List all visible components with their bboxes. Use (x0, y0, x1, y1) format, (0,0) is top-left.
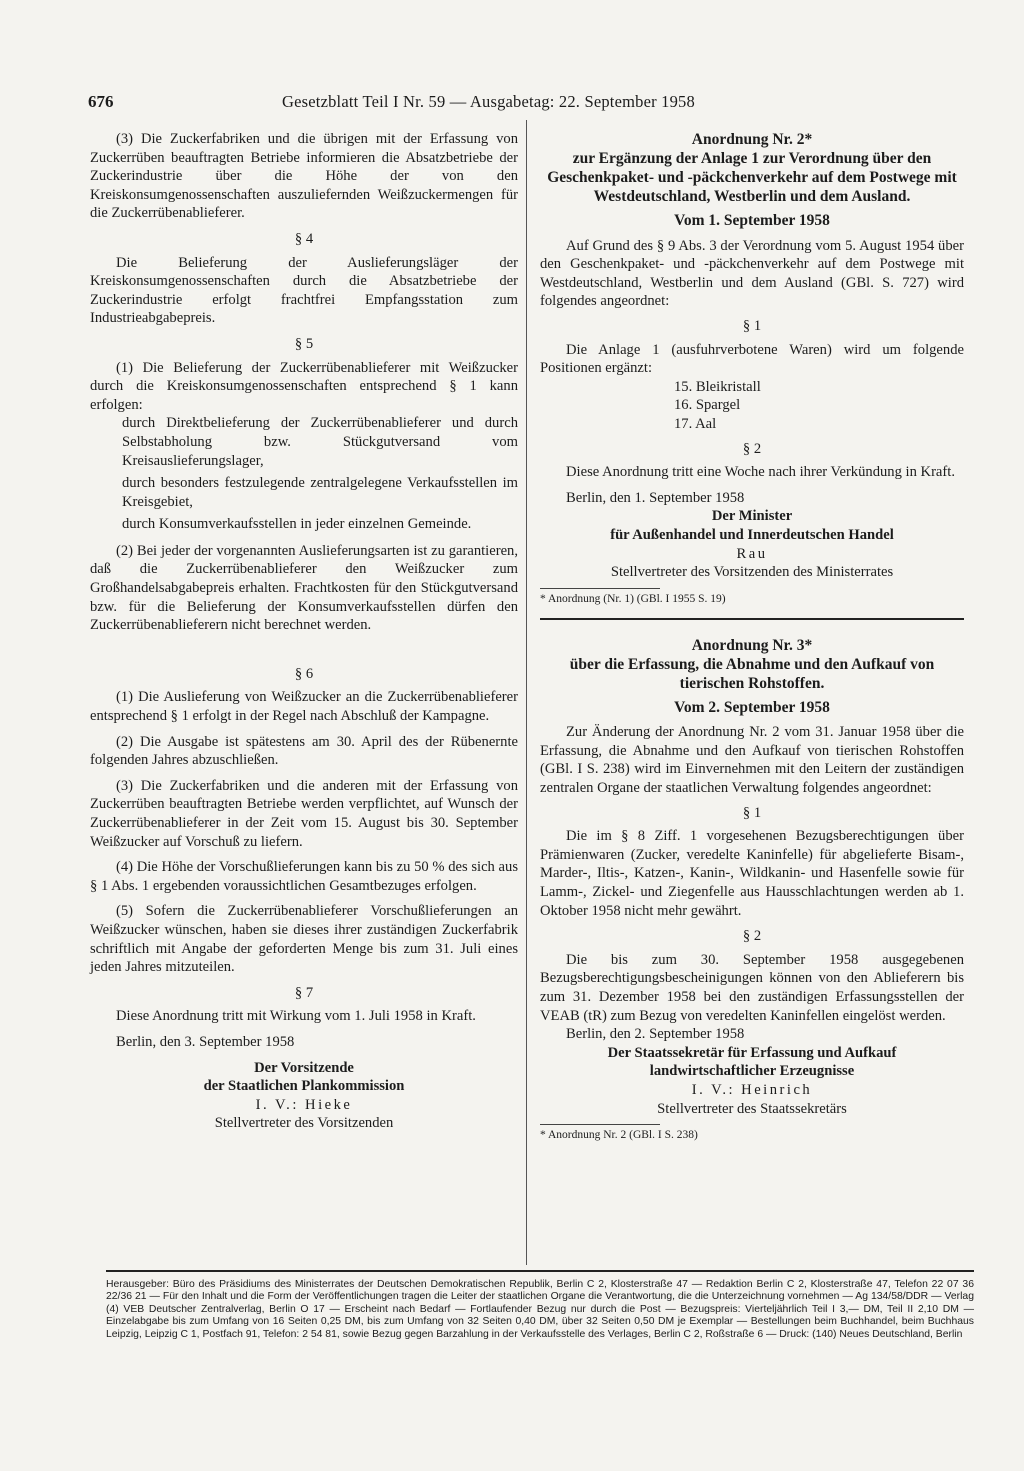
publisher-imprint: Herausgeber: Büro des Präsidiums des Ministerrates der Deutschen Demokratischen Republik, Berlin C 2, Klosterstraße 47 — Redaktion Berlin C 2, Klosterstraße 47, Telefon 22 07 36 22/36 21 — Für den Inhalt und die Form der Veröffentlichungen tragen die Leiter der staatlichen Organe die Verantwortung, die die Unterzeichnung vornehmen — Ag 134/58/DDR — Verlag (4) VEB Deutscher Zentralverlag, Berlin O 17 — Erscheint nach Bedarf — Fortlaufender Bezug nur durch die Post — Bezugspreis: Vierteljährlich Teil I 3,— DM, Teil II 2,10 DM — Einzelabgabe bis zum Umfang von 16 Seiten 0,25 DM, bis zum Umfang von 32 Seiten 0,40 DM, über 32 Seiten 0,50 DM je Exemplar — Bestellungen beim Buchhandel, beim Buchhaus Leipzig, Leipzig C 1, Postfach 91, Telefon: 2 54 81, sowie Bezug gegen Barzahlung in der Verkaufsstelle des Verlages, Berlin C 2, Roßstraße 6 — Druck: (140) Neues Deutschland, Berlin (106, 1270, 974, 1341)
signatory-title: Der Vorsitzende (254, 1059, 354, 1076)
signatory-role: Stellvertreter des Vorsitzenden (214, 1115, 394, 1132)
list-item: durch Konsumverkaufsstellen in jeder einzelnen Gemeinde. (122, 516, 472, 533)
order-3-title: Anordnung Nr. 3* (691, 636, 813, 654)
section-heading: § 4 (294, 230, 314, 247)
paragraph: Auf Grund des § 9 Abs. 3 der Verordnung vom 5. August 1954 über den Geschenkpaket- und -päckchenverkehr auf dem Postwege mit Westdeutschland, Westberlin und dem Ausland (GBl. S. 727) wird folgendes angeordnet: (540, 237, 964, 310)
paragraph: Die im § 8 Ziff. 1 vorgesehenen Bezugsberechtigungen über Prämienwaren (Zucker, veredelte Kaninfelle) für abgelieferte Bisam-, Marder-, Iltis-, Katzen-, Kanin-, Wildkanin- und Hasenfelle sowie für Lamm-, Zickel- und Ziegenfelle aus Hausschlachtungen werden ab 1. Oktober 1958 nicht mehr gewährt. (540, 828, 964, 919)
paragraph: Zur Änderung der Anordnung Nr. 2 vom 31. Januar 1958 über die Erfassung, die Abnahme und den Aufkauf von tierischen Rohstoffen (GBl. I S. 238) wird im Einvernehmen mit den Leitern der zuständigen zentralen Organe der staatlichen Verwaltung folgendes angeordnet: (540, 724, 964, 797)
signatory-role: Stellvertreter des Staatssekretärs (657, 1100, 847, 1117)
order-2-date: Vom 1. September 1958 (674, 212, 830, 229)
signatory-title: der Staatlichen Plankommission (203, 1078, 405, 1095)
signatory-name: I. V.: Hieke (255, 1096, 353, 1113)
place-date: Berlin, den 3. September 1958 (116, 1033, 295, 1050)
signatory-title: für Außenhandel und Innerdeutschen Handel (610, 526, 894, 543)
footnote-rule (540, 588, 660, 589)
section-divider (540, 618, 964, 620)
paragraph: (4) Die Höhe der Vorschußlieferungen kann bis zu 50 % des sich aus § 1 Abs. 1 ergebenden voraussichtlichen Gesamtbezuges erfolgen. (90, 859, 518, 894)
paragraph: (5) Sofern die Zuckerrübenablieferer Vorschußlieferungen an Weißzucker wünschen, haben sie dieses ihrer zuständigen Zuckerfabrik schriftlich mit Angabe der geforderten Menge bis zum 31. Juli eines jeden Jahres mitzuteilen. (90, 903, 518, 976)
right-column (540, 130, 964, 1142)
list-item: 16. Spargel (674, 397, 741, 414)
signatory-title: Der Minister (711, 508, 793, 525)
column-divider (526, 120, 527, 1265)
paragraph: Diese Anordnung tritt mit Wirkung vom 1. Juli 1958 in Kraft. (116, 1008, 476, 1025)
list-item: 15. Bleikristall (674, 378, 761, 395)
paragraph: Die Anlage 1 (ausfuhrverbotene Waren) wird um folgende Positionen ergänzt: (540, 341, 964, 377)
paragraph: (2) Bei jeder der vorgenannten Auslieferungsarten ist zu garantieren, daß die Zuckerrübenablieferer den Weißzucker zum Großhandelsabgabepreis erhalten. Frachtkosten für den Stückgutversand bzw. für die Belieferung der Konsumverkaufsstellen dürfen den Zuckerrübenablieferern nicht berechnet werden. (90, 542, 518, 634)
place-date: Berlin, den 1. September 1958 (566, 489, 745, 506)
order-2-subtitle: zur Ergänzung der Anlage 1 zur Verordnung über den Geschenkpaket- und -päckchenverkehr auf dem Postwege mit Westdeutschland, Westberlin und dem Ausland. (547, 150, 957, 205)
paragraph: (3) Die Zuckerfabriken und die übrigen mit der Erfassung von Zuckerrüben beauftragten Betriebe informieren die Absatzbetriebe der Zuckerindustrie über die Höhe der von den Kreiskonsumgenossenschaften auszuliefernden Weißzuckermengen für die Zuckerrübenablieferer. (90, 131, 518, 222)
delivery-options-list (122, 414, 518, 534)
list-item: 17. Aal (674, 415, 717, 432)
running-title: Gesetzblatt Teil I Nr. 59 — Ausgabetag: 22. September 1958 (282, 92, 695, 111)
section-heading: § 1 (742, 804, 762, 821)
paragraph: (1) Die Belieferung der Zuckerrübenablieferer mit Weißzucker durch die Kreiskonsumgenossenschaften entsprechend § 1 kann erfolgen: (90, 359, 518, 413)
section-heading: § 2 (742, 928, 762, 945)
paragraph: (3) Die Zuckerfabriken und die anderen mit der Erfassung von Zuckerrüben beauftragten Betriebe werden verpflichtet, auf Wunsch der Zuckerrübenablieferer in der Zeit vom 15. August bis 30. September Weißzucker auf Vorschuß zu liefern. (90, 777, 518, 850)
footnote-rule (540, 1124, 660, 1125)
place-date: Berlin, den 2. September 1958 (566, 1026, 745, 1043)
page-number: 676 (88, 92, 114, 111)
order-3-date: Vom 2. September 1958 (674, 698, 830, 716)
left-column (90, 130, 518, 1133)
paragraph: (1) Die Auslieferung von Weißzucker an die Zuckerrübenablieferer entsprechend § 1 erfolgt in der Regel nach Abschluß der Kampagne. (90, 689, 518, 725)
footnote: * Anordnung Nr. 2 (GBl. I S. 238) (540, 1129, 698, 1142)
footnote: * Anordnung (Nr. 1) (GBl. I 1955 S. 19) (540, 592, 726, 605)
section-heading: § 5 (294, 335, 314, 352)
paragraph: (2) Die Ausgabe ist spätestens am 30. April des der Rübenernte folgenden Jahres abzuschließen. (90, 733, 518, 769)
section-heading: § 7 (294, 984, 314, 1001)
section-heading: § 1 (742, 317, 762, 334)
signatory-title: Der Staatssekretär für Erfassung und Aufkauf (607, 1044, 897, 1061)
order-3-subtitle: über die Erfassung, die Abnahme und den Aufkauf von tierischen Rohstoffen. (569, 655, 935, 692)
paragraph: Die bis zum 30. September 1958 ausgegebenen Bezugsberechtigungsbescheinigungen können von den Ablieferern bis zum 31. Dezember 1958 bei den zuständigen Erfassungsstellen der VEAB (tR) zum Bezug von veredelten Kaninfellen eingelöst werden. (540, 951, 964, 1024)
section-heading: § 2 (742, 440, 762, 457)
list-item: durch Direktbelieferung der Zuckerrübenablieferer und durch Selbstabholung bzw. Stückgutversand vom Kreisauslieferungslager, (122, 415, 518, 469)
paragraph: Die Belieferung der Auslieferungsläger der Kreiskonsumgenossenschaften durch die Absatzbetriebe der Zuckerindustrie erfolgt frachtfrei Empfangsstation zum Industrieabgabepreis. (90, 254, 518, 327)
item-list (674, 378, 964, 434)
signatory-name: I. V.: Heinrich (691, 1081, 813, 1098)
signatory-name: Rau (736, 545, 768, 562)
signatory-role: Stellvertreter des Vorsitzenden des Ministerrates (610, 564, 894, 581)
signatory-title: landwirtschaftlicher Erzeugnisse (649, 1063, 855, 1080)
section-heading: § 6 (294, 665, 314, 682)
list-item: durch besonders festzulegende zentralgelegene Verkaufsstellen im Kreisgebiet, (122, 475, 518, 510)
paragraph: Diese Anordnung tritt eine Woche nach ihrer Verkündung in Kraft. (566, 464, 955, 481)
page-header (88, 92, 778, 114)
order-2-title: Anordnung Nr. 2* (691, 131, 813, 148)
